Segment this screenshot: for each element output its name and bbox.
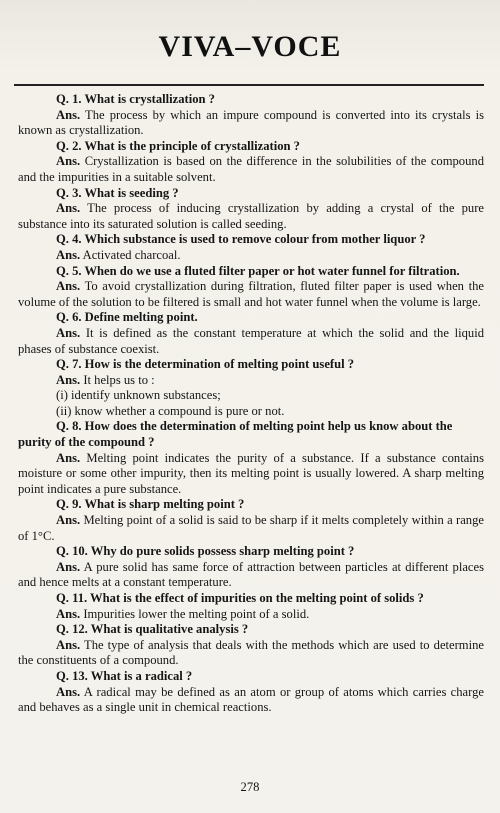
list-item: (i) identify unknown substances; [56, 388, 221, 403]
answer-text: A radical may be defined as an atom or group of atoms which carries charge and behaves as a single unit in chemical reactions. [18, 684, 484, 715]
answer-text: The type of analysis that deals with the methods which are used to determine the constituents of a compound. [18, 637, 484, 668]
question-6: Q. 6. Define melting point. [56, 310, 198, 325]
answer-7 [18, 373, 484, 389]
answer-8 [18, 451, 484, 498]
page-title: VIVA–VOCE [158, 30, 342, 63]
title-rule [14, 84, 484, 86]
answer-prefix: Ans. [56, 606, 81, 621]
question-13: Q. 13. What is a radical ? [56, 668, 193, 683]
question-10: Q. 10. Why do pure solids possess sharp melting point ? [56, 544, 355, 559]
question-9: Q. 9. What is sharp melting point ? [56, 497, 245, 512]
answer-6 [18, 326, 484, 357]
answer-prefix: Ans. [56, 372, 81, 387]
answer-prefix: Ans. [56, 247, 81, 262]
question-7: Q. 7. How is the determination of melting point useful ? [56, 357, 355, 372]
answer-13 [18, 685, 484, 716]
answer-prefix: Ans. [56, 637, 81, 652]
answer-5 [18, 279, 484, 310]
answer-9 [18, 513, 484, 544]
answer-text: The process of inducing crystallization by adding a crystal of the pure substance into its saturated solution is called seeding. [18, 201, 484, 231]
answer-4 [18, 248, 484, 264]
answer-prefix: Ans. [56, 325, 81, 340]
answer-text: The process by which an impure compound is converted into its crystals is known as crystallization. [18, 107, 485, 138]
viva-voce-content [18, 92, 484, 716]
answer-prefix: Ans. [56, 684, 81, 699]
answer-prefix: Ans. [56, 450, 81, 465]
answer-text: Activated charcoal. [82, 247, 181, 262]
answer-text: Crystallization is based on the difference in the solubilities of the compound and the impurities in a suitable solvent. [18, 154, 484, 184]
question-2: Q. 2. What is the principle of crystallization ? [56, 138, 300, 153]
answer-text: Impurities lower the melting point of a solid. [83, 606, 310, 621]
answer-prefix: Ans. [56, 107, 81, 122]
answer-text: Melting point indicates the purity of a substance. If a substance contains moisture or some other impurity, then its melting point is usually lowered. A sharp melting point indicates a pure substance. [18, 450, 484, 496]
question-5: Q. 5. When do we use a fluted filter paper or hot water funnel for filtration. [56, 263, 460, 278]
question-4: Q. 4. Which substance is used to remove colour from mother liquor ? [56, 232, 426, 247]
answer-prefix: Ans. [56, 513, 81, 528]
bleed-through-texture [250, 4, 252, 14]
list-item: (ii) know whether a compound is pure or not. [56, 403, 285, 418]
answer-12 [18, 638, 484, 669]
answer-10 [18, 560, 484, 591]
question-3: Q. 3. What is seeding ? [56, 185, 179, 200]
question-11: Q. 11. What is the effect of impurities on the melting point of solids ? [56, 591, 424, 605]
answer-text: Melting point of a solid is said to be sharp if it melts completely within a range of 1°C. [18, 513, 484, 543]
answer-prefix: Ans. [56, 279, 81, 294]
page-number: 278 [240, 780, 260, 794]
answer-2 [18, 154, 484, 185]
answer-text: To avoid crystallization during filtration, fluted filter paper is used when the volume of the solution to be filtered is small and hot water funnel when the volume is large. [18, 279, 484, 309]
answer-3 [18, 201, 484, 232]
question-8: Q. 8. How does the determination of melting point help us know about the purity of the compound ? [18, 419, 453, 450]
answer-1 [18, 108, 484, 139]
answer-text: It helps us to : [83, 372, 155, 387]
answer-prefix: Ans. [56, 201, 81, 216]
question-12: Q. 12. What is qualitative analysis ? [56, 622, 249, 637]
question-1: Q. 1. What is crystallization ? [56, 92, 215, 106]
answer-11 [18, 607, 484, 623]
answer-text: It is defined as the constant temperature at which the solid and the liquid phases of substance coexist. [18, 325, 484, 356]
answer-prefix: Ans. [56, 559, 81, 574]
answer-text: A pure solid has same force of attraction between particles at different places and hence melts at a constant temperature. [18, 559, 484, 590]
answer-prefix: Ans. [56, 154, 81, 169]
